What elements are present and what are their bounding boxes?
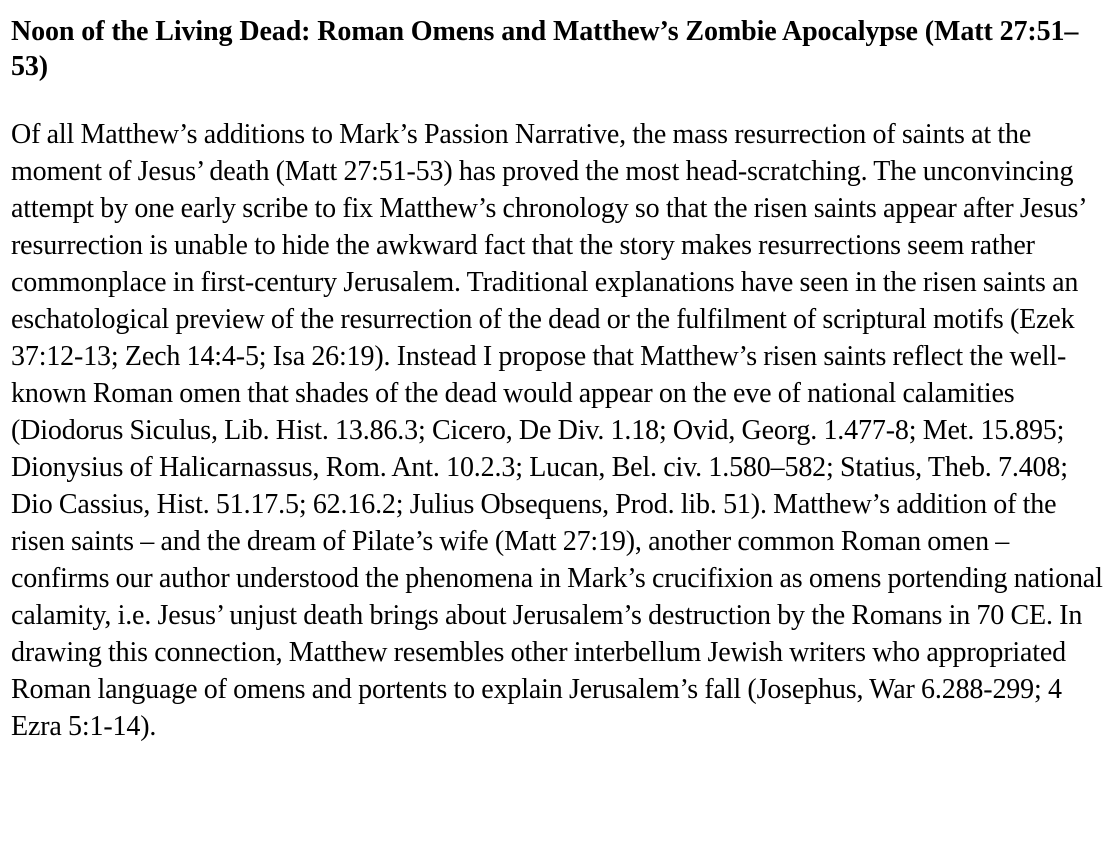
article-title: Noon of the Living Dead: Roman Omens and Matthew’s Zombie Apocalypse (Matt 27:51–53) [11, 16, 1079, 82]
article-abstract: Of all Matthew’s additions to Mark’s Passion Narrative, the mass resurrection of saints at the moment of Jesus’ death (Matt 27:51-53) has proved the most head-scratching. The unconvincing attempt by one early scribe to fix Matthew’s chronology so that the risen saints appear after Jesus’ resurrection is unable to hide the awkward fact that the story makes resurrections seem rather commonplace in first-century Jerusalem. Traditional explanations have seen in the risen saints an eschatological preview of the resurrection of the dead or the fulfilment of scriptural motifs (Ezek 37:12-13; Zech 14:4-5; Isa 26:19). Instead I propose that Matthew’s risen saints reflect the well-known Roman omen that shades of the dead would appear on the eve of national calamities (Diodorus Siculus, Lib. Hist. 13.86.3; Cicero, De Div. 1.18; Ovid, Georg. 1.477-8; Met. 15.895; Dionysius of Halicarnassus, Rom. Ant. 10.2.3; Lucan, Bel. civ. 1.580–582; Statius, Theb. 7.408; Dio Cassius, Hist. 51.17.5; 62.16.2; Julius Obsequens, Prod. lib. 51). Matthew’s addition of the risen saints – and the dream of Pilate’s wife (Matt 27:19), another common Roman omen – confirms our author understood the phenomena in Mark’s crucifixion as omens portending national calamity, i.e. Jesus’ unjust death brings about Jerusalem’s destruction by the Romans in 70 CE. In drawing this connection, Matthew resembles other interbellum Jewish writers who appropriated Roman language of omens and portents to explain Jerusalem’s fall (Josephus, War 6.288-299; 4 Ezra 5:1-14). [11, 119, 1103, 742]
